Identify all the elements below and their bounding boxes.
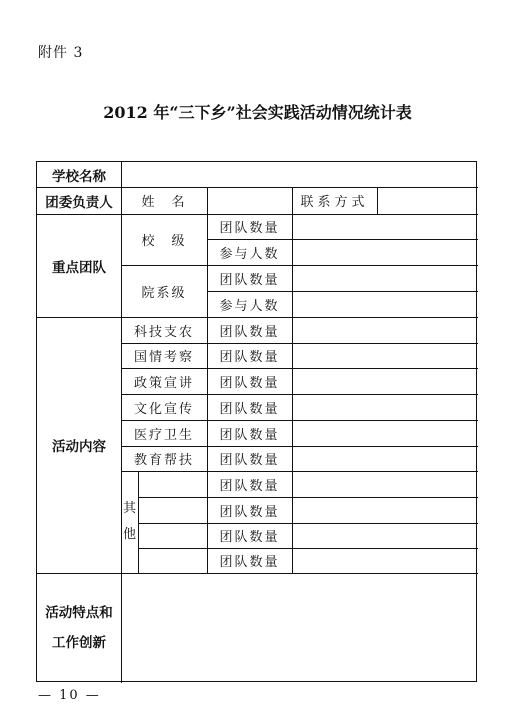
team-count-field[interactable] [292, 394, 478, 420]
category-label: 文化宣传 [133, 401, 194, 417]
statistics-table [36, 161, 477, 682]
name-field[interactable] [207, 187, 292, 214]
dept-team-count-field[interactable] [292, 265, 478, 291]
other-category-field[interactable] [138, 471, 207, 497]
dept-level-label: 院系级 [141, 285, 187, 301]
team-count-label: 团队数量 [219, 530, 280, 545]
school-participants-field[interactable] [292, 239, 478, 265]
team-count-label: 团队数量 [219, 401, 280, 417]
contact-field[interactable] [377, 187, 478, 214]
school-level-label: 校 级 [141, 234, 187, 249]
team-count-label: 团队数量 [219, 324, 280, 340]
team-count-field[interactable] [292, 343, 478, 368]
team-count-label: 团队数量 [219, 478, 280, 494]
activities-label: 活动内容 [52, 439, 106, 455]
other-category-field[interactable] [138, 548, 207, 573]
team-count-field[interactable] [292, 523, 478, 548]
category-label: 科技支农 [133, 324, 194, 340]
category-label: 教育帮扶 [133, 453, 194, 468]
page-title: 2012 年“三下乡”社会实践活动情况统计表 [103, 103, 412, 122]
other-category-field[interactable] [138, 497, 207, 523]
team-count-field[interactable] [292, 497, 478, 523]
team-count-label: 团队数量 [219, 453, 280, 468]
category-label: 医疗卫生 [133, 427, 194, 443]
page-number: — 10 — [38, 688, 101, 703]
team-count-label: 团队数量 [219, 375, 280, 391]
contact-label: 联系方式 [300, 195, 369, 210]
team-count-field[interactable] [292, 471, 478, 497]
other-label-char: 其 [122, 501, 136, 516]
features-label-line: 工作创新 [52, 635, 106, 651]
team-count-label: 团队数量 [219, 555, 280, 570]
category-label: 政策宣讲 [133, 375, 194, 391]
dept-participants-label: 参与人数 [219, 298, 280, 314]
other-label [121, 471, 138, 573]
team-count-field[interactable] [292, 548, 478, 573]
school-team-count-label: 团队数量 [219, 221, 280, 236]
team-count-label: 团队数量 [219, 427, 280, 443]
features-field[interactable] [121, 573, 478, 683]
dept-team-count-label: 团队数量 [219, 272, 280, 288]
dept-participants-field[interactable] [292, 291, 478, 317]
school-team-count-field[interactable] [292, 214, 478, 239]
features-label [37, 573, 121, 683]
team-count-field[interactable] [292, 317, 478, 343]
category-label: 国情考察 [133, 350, 194, 365]
school-name-field[interactable] [121, 162, 478, 187]
team-count-field[interactable] [292, 368, 478, 394]
other-category-field[interactable] [138, 523, 207, 548]
league-head-label: 团委负责人 [45, 194, 113, 211]
name-label: 姓 名 [141, 195, 187, 210]
team-count-label: 团队数量 [219, 504, 280, 520]
attachment-label: 附件 3 [38, 45, 84, 61]
school-participants-label: 参与人数 [219, 246, 280, 262]
team-count-field[interactable] [292, 420, 478, 446]
other-label-char: 他 [122, 527, 136, 542]
team-count-field[interactable] [292, 446, 478, 471]
school-name-label: 学校名称 [52, 168, 106, 185]
features-label-line: 活动特点和 [45, 605, 113, 621]
key-teams-label: 重点团队 [52, 259, 106, 276]
team-count-label: 团队数量 [219, 350, 280, 365]
